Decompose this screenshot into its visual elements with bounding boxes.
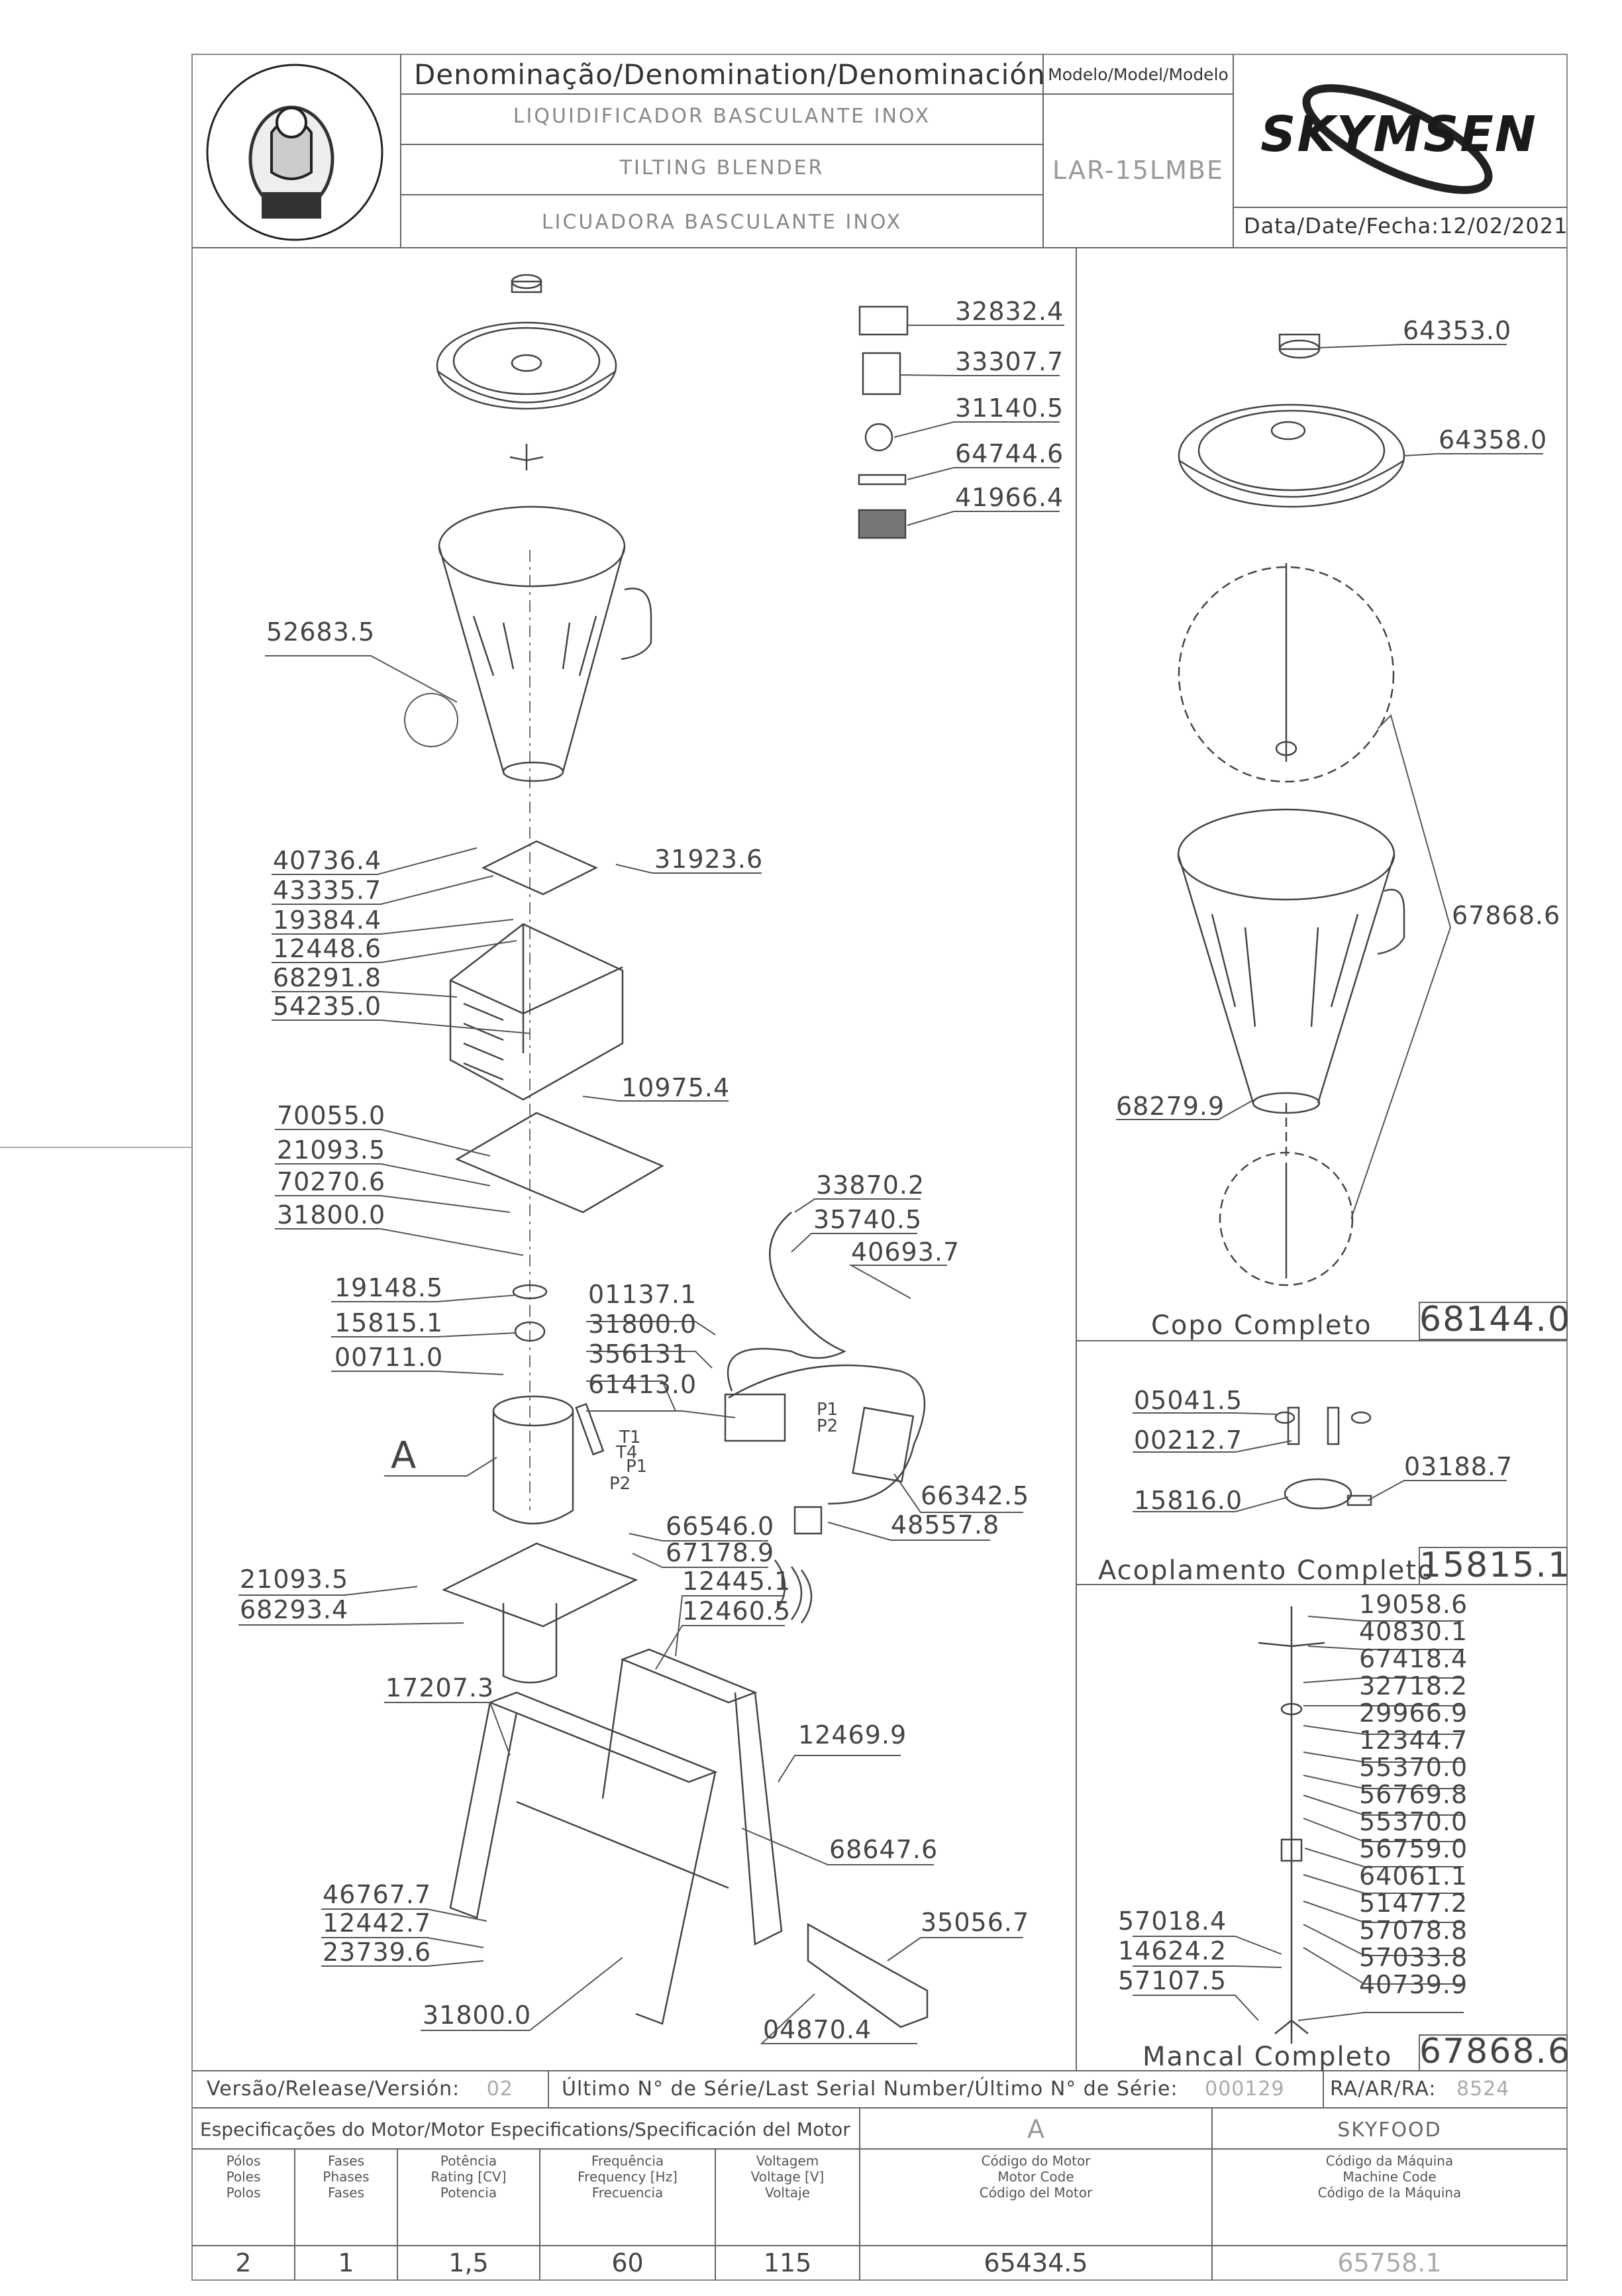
brand-secondary: SKYFOOD <box>1337 2118 1442 2142</box>
serial-value: 000129 <box>1205 2077 1285 2101</box>
val-motor-code: 65434.5 <box>984 2248 1088 2277</box>
val-volt: 115 <box>763 2248 812 2277</box>
mancal-label: 40830.1 <box>1359 1617 1468 1646</box>
label-54235-0: 54235.0 <box>273 992 382 1021</box>
label-68279-9: 68279.9 <box>1116 1092 1225 1121</box>
label-31140-5: 31140.5 <box>955 393 1064 423</box>
label-12445-1: 12445.1 <box>682 1567 791 1596</box>
mancal-label: 29966.9 <box>1359 1698 1468 1728</box>
label-t1: T1 <box>619 1428 641 1447</box>
label-46767-7: 46767.7 <box>323 1880 432 1909</box>
model-number: LAR-15LMBE <box>1052 156 1224 185</box>
label-35740-5: 35740.5 <box>813 1205 923 1234</box>
label-33307-7: 33307.7 <box>955 347 1064 376</box>
denomination-header: Denominação/Denomination/Denominación <box>414 58 1046 91</box>
mancal-left-list <box>1118 1906 1227 1996</box>
mancal-label: 57033.8 <box>1359 1943 1468 1972</box>
mancal-label: 19058.6 <box>1359 1590 1468 1619</box>
label-05041-5: 05041.5 <box>1134 1386 1243 1415</box>
copo-title: Copo Completo <box>1151 1310 1372 1341</box>
model-header: Modelo/Model/Modelo <box>1048 65 1229 84</box>
ra-row <box>1330 2077 1509 2101</box>
product-name-es: LICUADORA BASCULANTE INOX <box>541 211 903 234</box>
label-t4: T4 <box>616 1443 638 1463</box>
label-31800-0-mid: 31800.0 <box>588 1310 697 1339</box>
label-12448-6: 12448.6 <box>273 934 382 963</box>
mancal-label: 57018.4 <box>1118 1906 1227 1936</box>
col-freq: Frequência Frequency [Hz] Frecuencia <box>578 2153 678 2201</box>
label-15815-1-main: 15815.1 <box>334 1308 444 1337</box>
mancal-label: 14624.2 <box>1118 1936 1227 1965</box>
label-40693-7: 40693.7 <box>851 1237 960 1267</box>
version-row <box>207 2077 513 2101</box>
mancal-label: 67418.4 <box>1359 1644 1468 1673</box>
mancal-label: 64061.1 <box>1359 1861 1468 1891</box>
date-value: 12/02/2021 <box>1439 213 1568 238</box>
product-name-pt: LIQUIDIFICADOR BASCULANTE INOX <box>513 105 931 128</box>
label-40736-4: 40736.4 <box>273 846 382 875</box>
motor-spec-label: Especificações do Motor/Motor Especifications/Specificación del Motor <box>200 2118 850 2140</box>
mancal-label: 40739.9 <box>1359 1970 1468 1999</box>
label-52683-5: 52683.5 <box>266 617 376 647</box>
brand-name: SKYMSEN <box>1260 106 1537 163</box>
mancal-title: Mancal Completo <box>1142 2042 1393 2072</box>
col-potencia: Potência Rating [CV] Potencia <box>431 2153 507 2201</box>
col-machine-code: Código da Máquina Machine Code Código de la Máquina <box>1317 2153 1462 2201</box>
label-p1-switch: P1 <box>817 1400 838 1420</box>
col-polos: Pólos Poles Polos <box>226 2153 261 2201</box>
mancal-right-list <box>1359 1591 1468 1999</box>
label-67178-9: 67178.9 <box>666 1538 775 1567</box>
label-19384-4: 19384.4 <box>273 906 382 935</box>
label-12442-7: 12442.7 <box>323 1908 432 1938</box>
mancal-label: 12344.7 <box>1359 1726 1468 1755</box>
label-03188-7: 03188.7 <box>1404 1452 1513 1481</box>
label-15816-0: 15816.0 <box>1134 1486 1243 1515</box>
motor-letter: A <box>1027 2114 1044 2144</box>
label-64744-6: 64744.6 <box>955 439 1064 468</box>
label-35056-7: 35056.7 <box>921 1908 1030 1937</box>
label-motor-a: A <box>391 1434 417 1477</box>
label-31923-6: 31923.6 <box>654 845 764 874</box>
acoplamento-code: 15815.1 <box>1419 1545 1572 1585</box>
label-66546-0: 66546.0 <box>666 1512 775 1541</box>
label-31800-0-bottom: 31800.0 <box>423 2001 532 2030</box>
label-12469-9: 12469.9 <box>798 1720 907 1749</box>
mancal-label: 57078.8 <box>1359 1916 1468 1945</box>
copo-code: 68144.0 <box>1419 1300 1572 1339</box>
label-68291-8: 68291.8 <box>273 963 382 992</box>
label-p2-motor: P2 <box>609 1474 631 1494</box>
label-19148-5: 19148.5 <box>334 1273 444 1302</box>
label-10975-4: 10975.4 <box>621 1073 731 1102</box>
label-p2-switch: P2 <box>817 1416 838 1436</box>
serial-row <box>562 2077 1285 2101</box>
val-machine-code: 65758.1 <box>1337 2248 1442 2277</box>
label-48557-8: 48557.8 <box>891 1510 1000 1539</box>
label-43335-7: 43335.7 <box>273 876 382 905</box>
mancal-label: 56759.0 <box>1359 1834 1468 1863</box>
label-31800-0-top: 31800.0 <box>277 1200 386 1229</box>
label-21093-5-top: 21093.5 <box>277 1135 386 1165</box>
label-64358-0: 64358.0 <box>1439 425 1548 454</box>
label-64353-0: 64353.0 <box>1403 316 1512 345</box>
val-potencia: 1,5 <box>448 2248 489 2277</box>
label-01137-1: 01137.1 <box>588 1280 697 1309</box>
label-32832-4: 32832.4 <box>955 297 1064 326</box>
version-label: Versão/Release/Versión: <box>207 2077 460 2101</box>
label-70270-6: 70270.6 <box>277 1167 386 1196</box>
col-motor-code: Código do Motor Motor Code Código del Motor <box>979 2153 1093 2201</box>
val-polos: 2 <box>235 2248 252 2277</box>
label-04870-4: 04870.4 <box>763 2015 872 2044</box>
ra-value: 8524 <box>1456 2077 1510 2101</box>
label-17207-3: 17207.3 <box>385 1673 495 1702</box>
label-68293-4: 68293.4 <box>240 1595 349 1624</box>
mancal-code: 67868.6 <box>1419 2032 1572 2071</box>
label-68647-6-stand: 68647.6 <box>829 1835 938 1864</box>
mancal-label: 56769.8 <box>1359 1780 1468 1809</box>
label-00212-7: 00212.7 <box>1134 1426 1243 1455</box>
val-fases: 1 <box>338 2248 354 2277</box>
mancal-label: 55370.0 <box>1359 1753 1468 1782</box>
label-67868-6-copo: 67868.6 <box>1452 901 1561 930</box>
date-label: Data/Date/Fecha: <box>1244 213 1440 238</box>
serial-label: Último N° de Série/Last Serial Number/Último N° de Série: <box>562 2077 1178 2101</box>
blender-drawing <box>437 275 927 2027</box>
label-70055-0: 70055.0 <box>277 1101 386 1130</box>
col-volt: Voltagem Voltage [V] Voltaje <box>750 2153 825 2201</box>
date-row <box>1244 213 1568 238</box>
label-61413-0: 61413.0 <box>588 1370 697 1399</box>
label-23739-6: 23739.6 <box>323 1938 432 1967</box>
col-fases: Fases Phases Fases <box>323 2153 370 2201</box>
label-p1-motor: P1 <box>626 1457 648 1477</box>
product-name-en: TILTING BLENDER <box>619 156 825 180</box>
version-value: 02 <box>486 2077 513 2101</box>
acoplamento-title: Acoplamento Completo <box>1098 1555 1435 1586</box>
label-66342-5: 66342.5 <box>921 1481 1030 1510</box>
label-33870-2: 33870.2 <box>816 1171 925 1200</box>
mancal-label: 32718.2 <box>1359 1671 1468 1700</box>
seal-logo <box>207 65 382 240</box>
mancal-label: 51477.2 <box>1359 1889 1468 1918</box>
label-21093-5-bottom: 21093.5 <box>240 1565 349 1594</box>
val-freq: 60 <box>611 2248 644 2277</box>
ra-label: RA/AR/RA: <box>1330 2077 1437 2101</box>
label-00711-0: 00711.0 <box>334 1343 444 1372</box>
label-356131: 356131 <box>588 1339 689 1369</box>
label-12460-5: 12460.5 <box>682 1596 791 1626</box>
mancal-label: 55370.0 <box>1359 1807 1468 1836</box>
label-41966-4: 41966.4 <box>955 483 1064 512</box>
mancal-label: 57107.5 <box>1118 1966 1227 1995</box>
